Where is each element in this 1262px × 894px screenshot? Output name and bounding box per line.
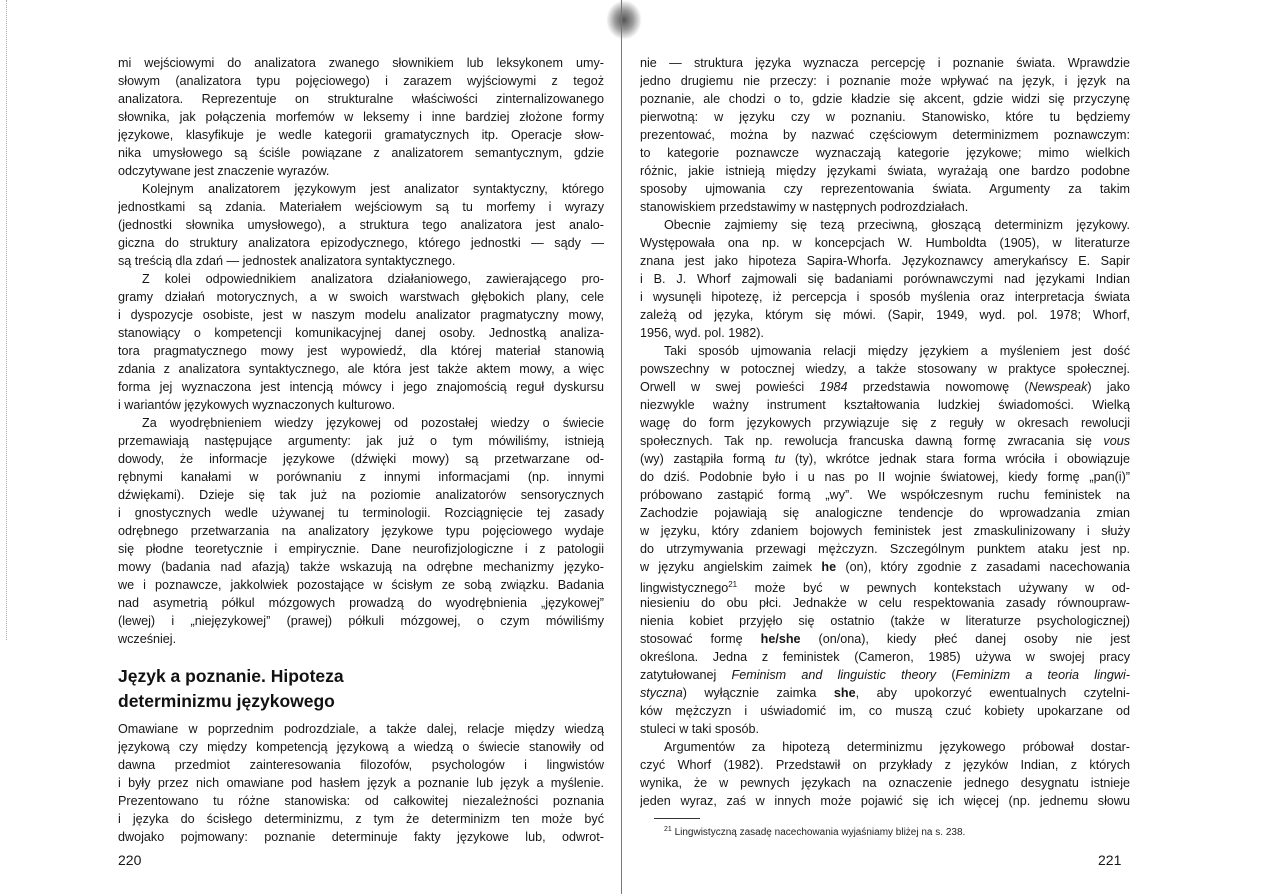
paragraph bbox=[118, 720, 604, 846]
text-line: Obecnie zajmiemy się tezą przeciwną, głoszącą determinizm językowy. bbox=[664, 218, 1130, 232]
right-page-text bbox=[640, 54, 1130, 810]
text-line bbox=[640, 576, 1130, 594]
footnote-text: Lingwistyczną zasadę nacechowania wyjaśniamy bliżej na s. 238. bbox=[671, 827, 966, 838]
text-run: (wy) zastąpiła formą bbox=[640, 452, 775, 466]
text-line: prezentować, można by nazwać częściowym determinizmem poznawczym: bbox=[640, 128, 1130, 142]
text-run: ( bbox=[936, 668, 956, 682]
paragraph bbox=[640, 738, 1130, 810]
text-line: Taki sposób ujmowania relacji między językiem a myśleniem jest dość bbox=[664, 344, 1130, 358]
text-line: wagę do form językowych przywiązuje się z reguły w okresach rewolucji bbox=[640, 416, 1130, 430]
text-line: mi wejściowymi do analizatora zwanego słownikiem lub leksykonem umy- bbox=[118, 56, 604, 70]
text-line: powszechny w potocznej wiedzy, a także stosowany w praktyce społecznej. bbox=[640, 362, 1130, 376]
text-run: przedstawia nowomowę ( bbox=[847, 380, 1029, 394]
text-run: (ty), wkrótce jednak stara forma wróciła i obowiązuje bbox=[785, 452, 1130, 466]
text-line: Za wyodrębnieniem wiedzy językowej od pozostałej wiedzy o świecie bbox=[142, 416, 604, 430]
text-line: i języka do ścisłego determinizmu, z tym że determinizm ten może być bbox=[118, 812, 604, 826]
text-run: , aby upokorzyć ewentualnych czytelni- bbox=[855, 686, 1130, 700]
book-spine bbox=[621, 0, 622, 894]
text-line: Prezentowano tu różne stanowiska: od całkowitej niezależności poznania bbox=[118, 794, 604, 808]
text-line: różnic, jakie istnieją między językami świata, wyrażają one bardzo podobne bbox=[640, 164, 1130, 178]
text-line: stanowiący o kompetencji komunikacyjnej danej osoby. Jednostką analiza- bbox=[118, 326, 604, 340]
text-line: przemawiają następujące argumenty: jak już o tym mówiliśmy, istnieją bbox=[118, 434, 604, 448]
left-body-after-heading bbox=[118, 720, 604, 846]
text-line: i były przez nich omawiane pod hasłem język a poznanie lub język a myślenie. bbox=[118, 776, 604, 790]
text-line: pierwotną: w języku czy w poznaniu. Stanowisko, które tu będziemy bbox=[640, 110, 1130, 124]
footnote-marker: 21 bbox=[664, 826, 672, 833]
text-line: tora pragmatycznego mowy jest wypowiedź, dla której materiał stanowią bbox=[118, 344, 604, 358]
text-line: i wysunęli hipotezę, iż percepcja i sposób myślenia oraz interpretacja świata bbox=[640, 290, 1130, 304]
text-line: zdania z analizatora syntaktycznego, ale która jest także aktem mowy, a więc bbox=[118, 362, 604, 376]
text-line: stuleci w taki sposób. bbox=[640, 722, 759, 736]
text-line: określona. Jedna z feministek (Cameron, 1985) używa w swojej pracy bbox=[640, 650, 1130, 664]
text-line: mowy (badania nad afazją) także wskazują na odrębne mechanizmy języko- bbox=[118, 560, 604, 574]
text-line: we i poznawcze, jakkolwiek pozostające w ścisłym ze sobą związku. Badania bbox=[118, 578, 604, 592]
text-line: dwojako pojmowany: poznanie determinuje fakty językowe lub, odwrot- bbox=[118, 830, 604, 844]
paragraph bbox=[118, 54, 604, 180]
left-page-text bbox=[118, 54, 604, 846]
text-run: ) wyłącznie zaimka bbox=[682, 686, 834, 700]
italic-text: Feminizm a teoria lingwi- bbox=[955, 668, 1130, 682]
text-line: rębnymi kanałami w porównaniu z innymi informacjami (np. innymi bbox=[118, 470, 604, 484]
text-line: się płodne teoretycznie i empirycznie. Dane neurofizjologiczne i z patologii bbox=[118, 542, 604, 556]
text-line: odrębnego przetwarzania na analizatory językowe typu pojęciowego wydaje bbox=[118, 524, 604, 538]
text-line: czyć Whorf (1982). Przedstawił on przykłady z języków Indian, z których bbox=[640, 758, 1130, 772]
text-line: w języku, który zdaniem bojowych feministek jest zmaskulinizowany i służy bbox=[640, 524, 1130, 538]
text-line: odczytywane jest znaczenie wyrazów. bbox=[118, 164, 330, 178]
binding-shadow bbox=[606, 0, 642, 40]
paragraph bbox=[118, 414, 604, 648]
italic-text: Newspeak bbox=[1028, 380, 1088, 394]
text-line bbox=[640, 432, 1130, 450]
text-line: i dyspozycje osobiste, jest w naszym modelu analizator pragmatyczny mowy, bbox=[118, 308, 604, 322]
text-line: ków mężczyzn i uświadomić im, co muszą czuć kobiety upokarzane od bbox=[640, 704, 1130, 718]
text-line: wcześniej. bbox=[118, 632, 177, 646]
text-line: (jednostki słownika umysłowego), a struktura tego analizatora jest analo- bbox=[118, 218, 604, 232]
text-line: językową czy między kompetencją językową a wiedzą o świecie stanowiły od bbox=[118, 740, 604, 754]
text-run: lingwistycznego bbox=[640, 581, 729, 594]
text-line: próbowano zastąpić formą „wy”. We współczesnym ruchu feministek na bbox=[640, 488, 1130, 502]
text-run: (on/ona), kiedy płeć danej osoby nie jest bbox=[800, 632, 1130, 646]
section-heading-line-1: Język a poznanie. Hipoteza bbox=[118, 666, 344, 686]
text-line: do utrzymywania przewagi mężczyzn. Szczególnym punktem ataku jest np. bbox=[640, 542, 1130, 556]
text-line: dowody, że informacje językowe (dźwięki mowy) są przetwarzane od- bbox=[118, 452, 604, 466]
bold-text: he/she bbox=[760, 632, 801, 646]
text-line: analizatora. Reprezentuje on strukturalne właściwości zinternalizowanego bbox=[118, 92, 604, 106]
text-run: stosować formę bbox=[640, 632, 761, 646]
text-line: Zachodzie pojawiają się analogiczne tendencje do wprowadzania zmian bbox=[640, 506, 1130, 520]
italic-text: 1984 bbox=[819, 380, 848, 394]
text-line: (lewej) i „niejęzykowej” (prawej) półkuli mózgowej, o czym mówiliśmy bbox=[118, 614, 604, 628]
italic-text: styczna bbox=[640, 686, 683, 700]
text-line: to kategorie poznawcze wyznaczają kategorie językowe; mimo wielkich bbox=[640, 146, 1130, 160]
text-run: zatytułowanej bbox=[640, 668, 732, 682]
text-line: 1956, wyd. pol. 1982). bbox=[640, 326, 764, 340]
text-line: sposoby ujmowania czy reprezentowania świata. Argumenty za takim bbox=[640, 182, 1130, 196]
italic-text: Feminism and linguistic theory bbox=[731, 668, 937, 682]
text-line: Argumentów za hipotezą determinizmu językowego próbował dostar- bbox=[664, 740, 1130, 754]
text-line: Kolejnym analizatorem językowym jest analizator syntaktyczny, którego bbox=[142, 182, 604, 196]
text-line: gramy działań motorycznych, a w swoich warstwach głębokich plany, cele bbox=[118, 290, 604, 304]
footnote-reference: 21 bbox=[728, 580, 738, 589]
text-line bbox=[640, 558, 1130, 576]
text-line: słownika, jak połączenia morfemów w leksemy i inne bardziej złożone formy bbox=[118, 110, 604, 124]
text-line: i B. J. Whorf zajmowali się badaniami porównawczymi nad językami Indian bbox=[640, 272, 1130, 286]
text-line: dawna przedmiot zainteresowania filozofów, psychologów i lingwistów bbox=[118, 758, 604, 772]
text-line bbox=[640, 684, 1130, 702]
text-line: językowe, klasyfikuje je wedle kategorii gramatycznych itp. Operacje słow- bbox=[118, 128, 604, 142]
footnote bbox=[664, 826, 965, 838]
text-run: (on), który zgodnie z zasadami nacechowania bbox=[836, 560, 1130, 574]
section-heading bbox=[118, 664, 604, 714]
page-edge-shadow bbox=[6, 0, 8, 640]
text-run: Orwell w swej powieści bbox=[640, 380, 820, 394]
text-line: giczna do struktury analizatora epizodycznego, którego jednostki — sądy — bbox=[118, 236, 604, 250]
bold-text: she bbox=[833, 686, 856, 700]
italic-text: vous bbox=[1103, 434, 1130, 448]
text-line: niesieniu do obu płci. Jednakże w celu respektowania zasady równoupraw- bbox=[640, 596, 1130, 610]
text-line: poznanie, ale chodzi o to, gdzie kładzie się akcent, gdzie widzi się przyczynę bbox=[640, 92, 1130, 106]
text-line: nika umysłowego są ściśle powiązane z analizatorem semantycznym, gdzie bbox=[118, 146, 604, 160]
text-line: dźwiękami). Dzieje się tak już na poziomie analizatorów sensorycznych bbox=[118, 488, 604, 502]
text-line: Omawiane w poprzednim podrozdziale, a także dalej, relacje między wiedzą bbox=[118, 722, 604, 736]
paragraph bbox=[640, 216, 1130, 342]
text-line: stanowiskiem przedstawimy w następnych podrozdziałach. bbox=[640, 200, 969, 214]
text-run: ) jako bbox=[1087, 380, 1130, 394]
footnote-divider bbox=[654, 818, 700, 819]
text-line bbox=[640, 666, 1130, 684]
page-number-left: 220 bbox=[118, 852, 142, 868]
text-line: Z kolei odpowiednikiem analizatora działaniowego, zawierającego pro- bbox=[142, 272, 604, 286]
page-number-right: 221 bbox=[1098, 852, 1122, 868]
text-line: nienia kobiet przyjęło się ostatnio (także w literaturze psychologicznej) bbox=[640, 614, 1130, 628]
text-line: do dziś. Podobnie było i u nas po II wojnie światowej, kiedy formę „pan(i)” bbox=[640, 470, 1130, 484]
bold-text: he bbox=[821, 560, 837, 574]
italic-text: tu bbox=[774, 452, 786, 466]
section-heading-line-2: determinizmu językowego bbox=[118, 691, 335, 711]
paragraph bbox=[118, 180, 604, 270]
text-line: jedno drugiemu nie przeczy: i poznanie może wpływać na język, i język na bbox=[640, 74, 1130, 88]
paragraph bbox=[640, 54, 1130, 216]
text-line: i wariantów językowych wyznaczonych kulturowo. bbox=[118, 398, 396, 412]
text-line: wynika, że w pewnych językach na oznaczenie jednego desygnatu istnieje bbox=[640, 776, 1130, 790]
left-body-before-heading bbox=[118, 54, 604, 648]
text-line: nad asymetrią półkul mózgowych prowadzą do wyodrębnienia „językowej” bbox=[118, 596, 604, 610]
text-run: w języku angielskim zaimek bbox=[640, 560, 822, 574]
text-line: niezwykle ważny instrument kształtowania ludzkiej świadomości. Wielką bbox=[640, 398, 1130, 412]
text-line: nie — struktura języka wyznacza percepcję i poznanie świata. Wprawdzie bbox=[640, 56, 1130, 70]
text-line: są treścią dla zdań — jednostek analizatora syntaktycznego. bbox=[118, 254, 456, 268]
text-line: i gnostycznych wedle używanej tu terminologii. Rozciągnięcie tej zasady bbox=[118, 506, 604, 520]
paragraph bbox=[640, 342, 1130, 738]
text-line: forma jej wyznaczona jest intencją mówcy i jego znajomością reguł dyskursu bbox=[118, 380, 604, 394]
text-run: może być w pewnych kontekstach używany w od- bbox=[737, 581, 1130, 594]
text-line bbox=[640, 630, 1130, 648]
text-line: znana jest jako hipoteza Sapira-Whorfa. Językoznawcy amerykańscy E. Sapir bbox=[640, 254, 1130, 268]
text-line: jeden wyraz, zaś w innych może pojawić się ich więcej (np. jednemu słowu bbox=[640, 794, 1130, 808]
paragraph bbox=[118, 270, 604, 414]
text-line bbox=[640, 378, 1130, 396]
text-line: słowym (analizatora typu pojęciowego) i zarazem wyjściowymi z tegoż bbox=[118, 74, 604, 88]
text-line: Występowała ona np. w koncepcjach W. Humboldta (1905), w literaturze bbox=[640, 236, 1130, 250]
text-line: jednostkami są zdania. Materiałem wejściowym są tu morfemy i wyrazy bbox=[118, 200, 604, 214]
text-line: zależą od języka, którym się mówi. (Sapir, 1949, wyd. pol. 1978; Whorf, bbox=[640, 308, 1130, 322]
text-run: społecznych. Tak np. rewolucja francuska dawną formę zwracania się bbox=[640, 434, 1104, 448]
text-line bbox=[640, 450, 1130, 468]
